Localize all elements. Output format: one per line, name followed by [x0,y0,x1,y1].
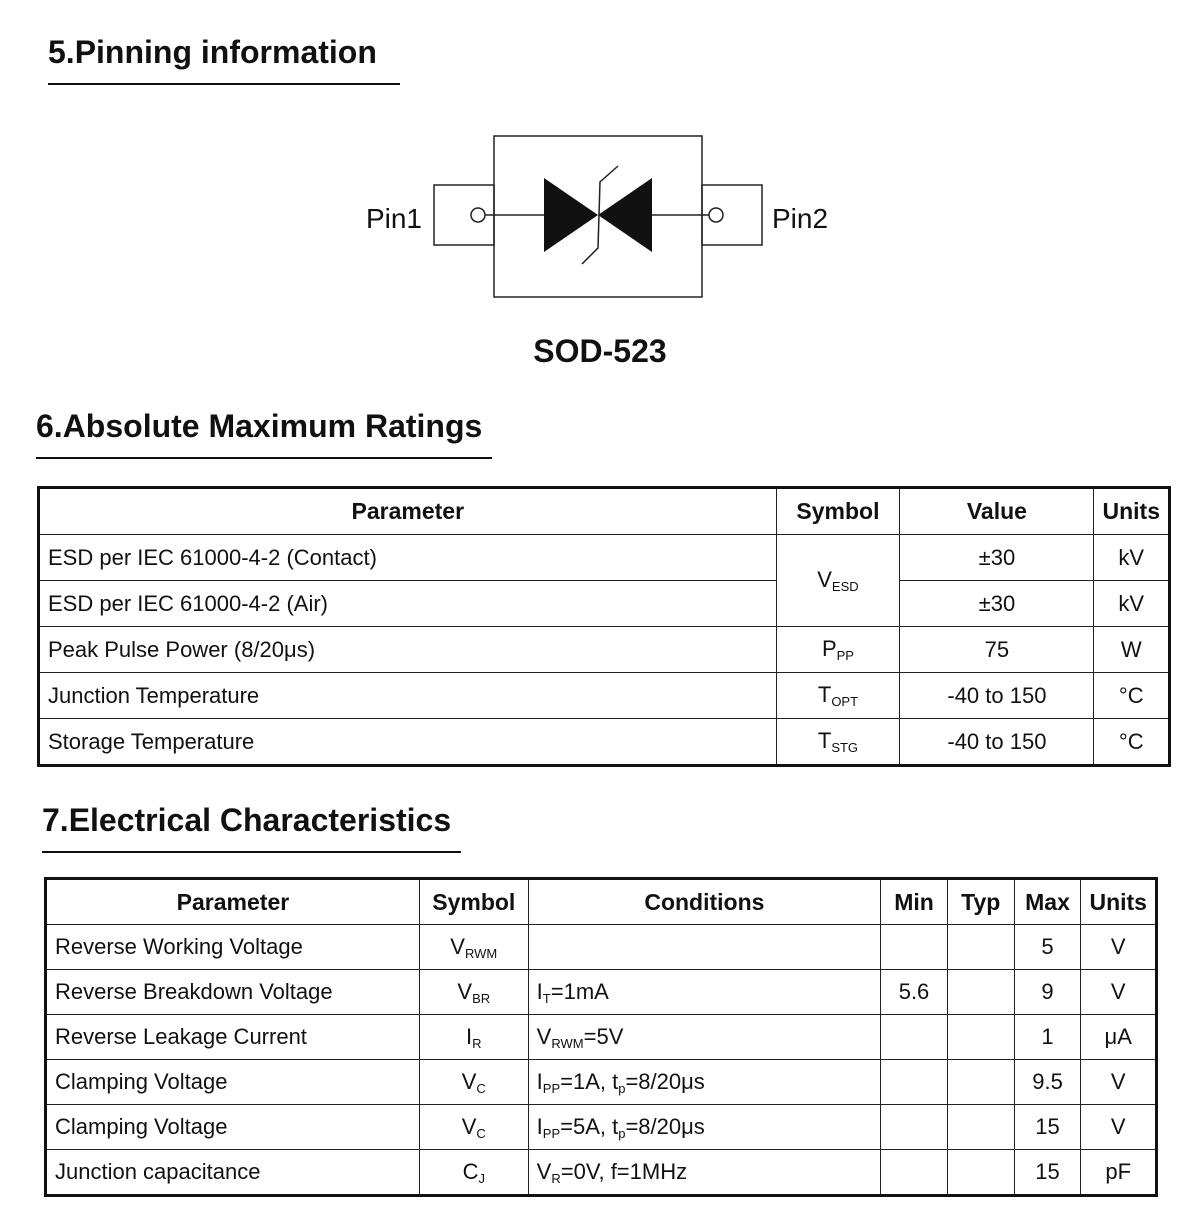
header-parameter: Parameter [39,488,777,535]
conditions-cell [528,925,880,970]
conditions-cell: $I_{PP}=1A$, $t_p=8/20\mu s$ [528,1060,880,1105]
parameter-cell: Clamping Voltage [46,1105,420,1150]
units-cell: V [1081,925,1157,970]
pin2-terminal [709,208,723,222]
symbol-cell: $V_C$ [419,1060,528,1105]
section-7-heading: 7.Electrical Characteristics [42,802,461,853]
value-cell: 75 [900,627,1094,673]
table-row [39,627,1170,673]
typ-cell [947,1060,1014,1105]
min-cell [881,925,948,970]
pin2-label: Pin2 [772,203,829,234]
package-name: SOD-523 [533,333,667,369]
table-row [39,673,1170,719]
table-row [46,1060,1157,1105]
max-cell: 9.5 [1014,1060,1081,1105]
package-body [494,136,702,297]
table-row [46,1105,1157,1150]
table-row [39,719,1170,766]
electrical-characteristics-table [44,877,1158,1197]
typ-cell [947,1015,1014,1060]
max-cell: 9 [1014,970,1081,1015]
min-cell [881,1105,948,1150]
symbol-cell: $T_{OPT}$ [776,673,900,719]
value-cell: ±30 [900,535,1094,581]
units-cell: V [1081,1060,1157,1105]
max-cell: 15 [1014,1150,1081,1196]
parameter-cell: Junction Temperature [39,673,777,719]
symbol-cell: $C_J$ [419,1150,528,1196]
symbol-cell: $V_{BR}$ [419,970,528,1015]
parameter-cell: Reverse Leakage Current [46,1015,420,1060]
min-cell: 5.6 [881,970,948,1015]
symbol-cell: $V_C$ [419,1105,528,1150]
table-row [46,1150,1157,1196]
conditions-cell: $I_T=1mA$ [528,970,880,1015]
header-conditions: Conditions [528,879,880,925]
table-row [39,581,1170,627]
max-cell: 15 [1014,1105,1081,1150]
parameter-cell: Clamping Voltage [46,1060,420,1105]
typ-cell [947,1105,1014,1150]
table-row [39,535,1170,581]
value-cell: ±30 [900,581,1094,627]
min-cell [881,1015,948,1060]
header-max: Max [1014,879,1081,925]
symbol-cell: $V_{RWM}$ [419,925,528,970]
section-5-heading: 5.Pinning information [48,34,400,85]
header-min: Min [881,879,948,925]
table-header-row [39,488,1170,535]
symbol-cell: $V_{ESD}$ [776,535,900,627]
parameter-cell: ESD per IEC 61000-4-2 (Air) [39,581,777,627]
header-value: Value [900,488,1094,535]
parameter-cell: ESD per IEC 61000-4-2 (Contact) [39,535,777,581]
section-6-heading: 6.Absolute Maximum Ratings [36,408,492,459]
parameter-cell: Reverse Working Voltage [46,925,420,970]
table-row [46,970,1157,1015]
max-cell: 1 [1014,1015,1081,1060]
parameter-cell: Reverse Breakdown Voltage [46,970,420,1015]
header-symbol: Symbol [419,879,528,925]
header-units: Units [1081,879,1157,925]
pin1-terminal [471,208,485,222]
conditions-cell: $V_R=0V$, f=1MHz [528,1150,880,1196]
pin1-label: Pin1 [365,203,422,234]
conditions-cell: $I_{PP}=5A$, $t_p=8/20\mu s$ [528,1105,880,1150]
table-row [46,1015,1157,1060]
header-units: Units [1094,488,1170,535]
units-cell: °C [1094,673,1170,719]
table-row [46,925,1157,970]
units-cell: V [1081,970,1157,1015]
units-cell: W [1094,627,1170,673]
typ-cell [947,970,1014,1015]
units-cell: kV [1094,535,1170,581]
units-cell: kV [1094,581,1170,627]
header-symbol: Symbol [776,488,900,535]
value-cell: -40 to 150 [900,673,1094,719]
conditions-cell: $V_{RWM}=5V$ [528,1015,880,1060]
electrical-table-body [46,925,1157,1196]
units-cell: pF [1081,1150,1157,1196]
tvs-diode-pin-diagram [340,130,860,310]
absolute-maximum-ratings-table [37,486,1171,767]
symbol-cell: $I_R$ [419,1015,528,1060]
units-cell: V [1081,1105,1157,1150]
parameter-cell: Junction capacitance [46,1150,420,1196]
parameter-cell: Storage Temperature [39,719,777,766]
min-cell [881,1150,948,1196]
header-typ: Typ [947,879,1014,925]
units-cell: °C [1094,719,1170,766]
typ-cell [947,925,1014,970]
diode-left-triangle [544,178,598,252]
typ-cell [947,1150,1014,1196]
min-cell [881,1060,948,1105]
max-cell: 5 [1014,925,1081,970]
units-cell: μA [1081,1015,1157,1060]
symbol-cell: $P_{PP}$ [776,627,900,673]
parameter-cell: Peak Pulse Power (8/20μs) [39,627,777,673]
table-header-row [46,879,1157,925]
diode-right-triangle [598,178,652,252]
symbol-cell: $T_{STG}$ [776,719,900,766]
header-parameter: Parameter [46,879,420,925]
value-cell: -40 to 150 [900,719,1094,766]
